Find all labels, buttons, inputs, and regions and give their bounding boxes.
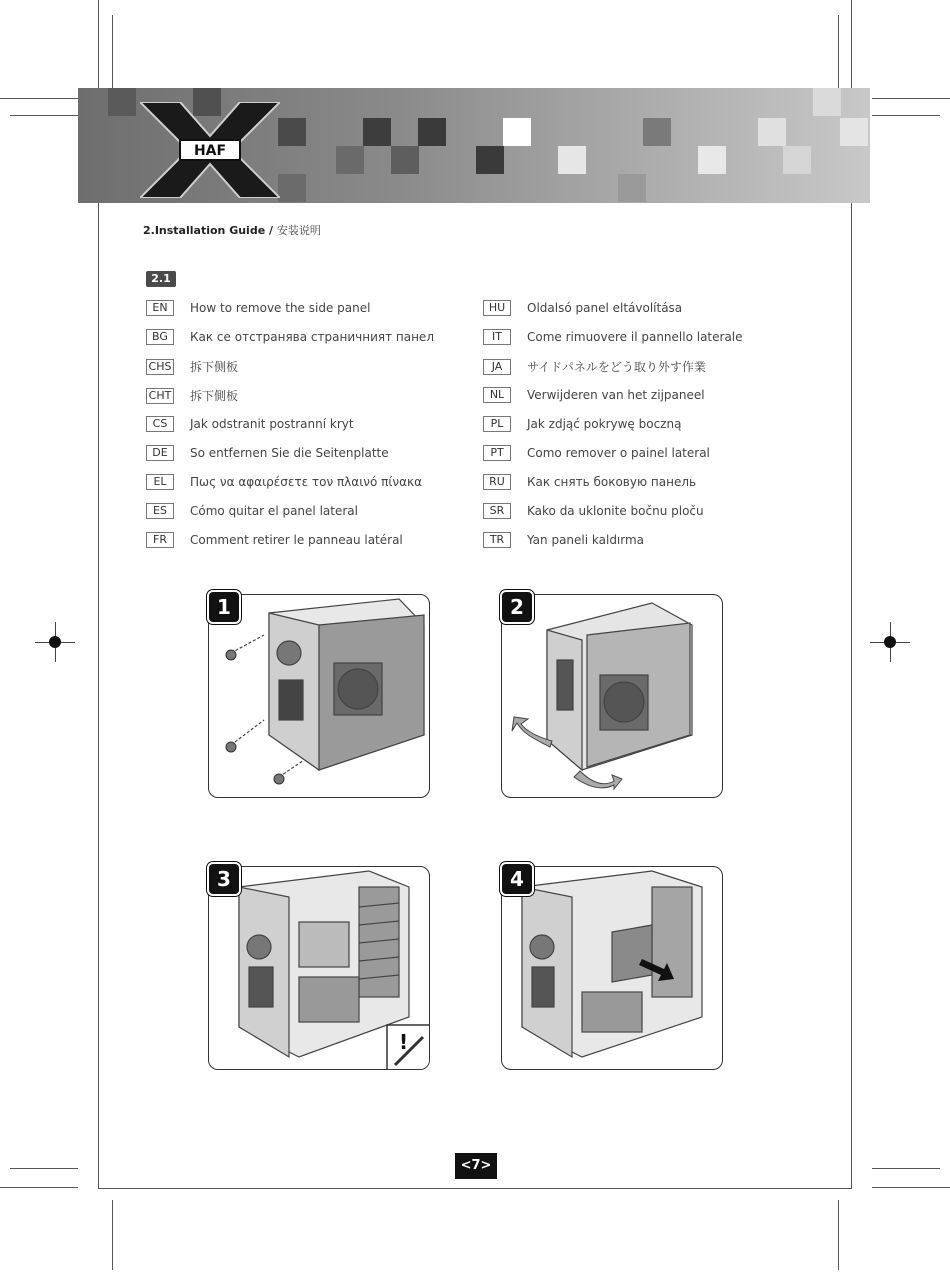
language-row [146, 532, 403, 550]
crop-mark [112, 15, 113, 95]
lang-code: RU [483, 474, 511, 490]
page-number: <7> [455, 1153, 497, 1179]
lang-code: CHT [146, 388, 174, 404]
case-illustration [502, 867, 722, 1069]
figure-2-panel [501, 594, 723, 798]
lang-code: SR [483, 503, 511, 519]
crop-mark [0, 98, 78, 99]
screw-icon [226, 650, 236, 660]
registration-mark-right [870, 622, 910, 662]
lang-code: ES [146, 503, 174, 519]
language-row [483, 300, 682, 318]
lang-text: 拆下側板 [190, 389, 239, 403]
lang-text: Comment retirer le panneau latéral [190, 533, 403, 547]
figure-1-panel [208, 594, 430, 798]
lang-code: BG [146, 329, 174, 345]
lang-text: Как се отстранява страничният панел [190, 330, 434, 344]
crop-mark [10, 1168, 78, 1169]
curved-arrow-icon [574, 771, 622, 789]
lang-text: So entfernen Sie die Seitenplatte [190, 446, 389, 460]
lang-code: PT [483, 445, 511, 461]
figure-1-number: 1 [207, 590, 241, 624]
lang-code: JA [483, 359, 511, 375]
crop-mark [872, 1168, 940, 1169]
crop-mark [98, 1188, 852, 1189]
lang-code: EL [146, 474, 174, 490]
section-title-cn: 安装说明 [276, 224, 321, 237]
screw-icon [274, 774, 284, 784]
language-row [146, 503, 358, 521]
language-row [483, 532, 644, 550]
section-title [143, 222, 321, 238]
lang-code: FR [146, 532, 174, 548]
figure-3-number: 3 [207, 862, 241, 896]
svg-text:!: ! [399, 1030, 409, 1054]
figure-3-panel [208, 866, 430, 1070]
section-title-text: 2.Installation Guide [143, 224, 266, 237]
lang-code: CS [146, 416, 174, 432]
figure-4-panel [501, 866, 723, 1070]
lang-code: HU [483, 300, 511, 316]
logo-text: HAF [193, 143, 227, 159]
lang-text: How to remove the side panel [190, 301, 371, 315]
haf-x-logo [140, 102, 280, 198]
language-row [483, 387, 705, 405]
language-row [146, 445, 389, 463]
lang-text: Jak odstranit postranní kryt [190, 417, 354, 431]
screw-icon [226, 742, 236, 752]
lang-text: Como remover o painel lateral [527, 446, 710, 460]
curved-arrow-icon [512, 717, 552, 747]
lang-code: CHS [146, 359, 174, 375]
crop-mark [872, 1187, 950, 1188]
lang-code: NL [483, 387, 511, 403]
crop-mark [838, 1200, 839, 1270]
crop-mark [838, 15, 839, 95]
language-row [483, 474, 696, 492]
crop-mark [872, 115, 940, 116]
figure-4-number: 4 [500, 862, 534, 896]
step-badge: 2.1 [146, 271, 176, 287]
language-row [483, 416, 681, 434]
lang-code: EN [146, 300, 174, 316]
lang-text: Jak zdjąć pokrywę boczną [527, 417, 682, 431]
lang-text: Cómo quitar el panel lateral [190, 504, 358, 518]
language-row [483, 358, 706, 376]
language-row [483, 329, 743, 347]
crop-mark [0, 1187, 78, 1188]
case-illustration [502, 595, 722, 797]
crop-mark [10, 115, 78, 116]
crop-mark [112, 1200, 113, 1270]
language-row [146, 474, 422, 492]
lang-text: Πως να αφαιρέσετε τον πλαινό πίνακα [190, 475, 422, 489]
lang-code: PL [483, 416, 511, 432]
language-row [483, 445, 710, 463]
lang-code: DE [146, 445, 174, 461]
language-row [483, 503, 704, 521]
language-row [146, 416, 354, 434]
header-banner [78, 88, 870, 203]
lang-text: Verwijderen van het zijpaneel [527, 388, 705, 402]
section-title-separator: / [265, 224, 277, 237]
lang-code: TR [483, 532, 511, 548]
language-row [146, 329, 434, 347]
screwdriver-warning-icon [387, 1025, 429, 1069]
case-illustration [209, 595, 429, 797]
lang-text: Как снять боковую панель [527, 475, 697, 489]
lang-text: サイドパネルをどう取り外す作業 [527, 360, 706, 374]
figure-2-number: 2 [500, 590, 534, 624]
language-row [146, 387, 238, 405]
lang-text: Yan paneli kaldırma [527, 533, 645, 547]
lang-text: Oldalsó panel eltávolítása [527, 301, 683, 315]
language-row [146, 358, 238, 376]
registration-mark-left [35, 622, 75, 662]
lang-text: 拆下侧板 [190, 360, 239, 374]
case-illustration [209, 867, 429, 1069]
lang-text: Kako da uklonite bočnu ploču [527, 504, 704, 518]
lang-code: IT [483, 329, 511, 345]
language-row [146, 300, 370, 318]
crop-mark [872, 98, 950, 99]
lang-text: Come rimuovere il pannello laterale [527, 330, 743, 344]
